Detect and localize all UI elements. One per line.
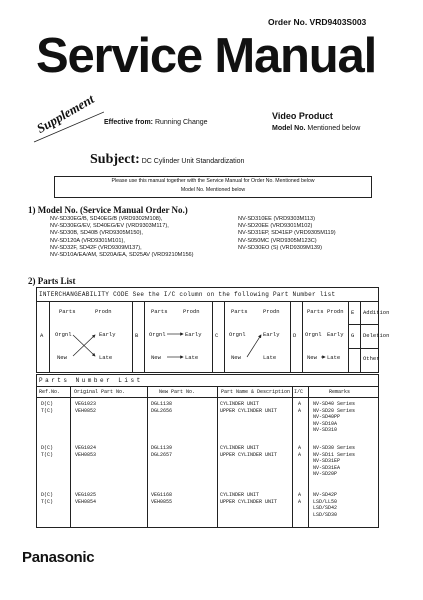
part-no-value: VEG1168	[151, 492, 173, 498]
notice-line-1: Please use this manual together with the Service Manual for Order No. Mentioned below	[111, 178, 315, 184]
effective-from	[104, 119, 208, 126]
part-no-value: DGL1138	[151, 401, 173, 407]
remark-value: LSD/SD42	[313, 505, 338, 512]
remark-value: NV-SD20 Series	[313, 407, 356, 414]
ic-new: New	[307, 354, 317, 361]
col-header: New Part No.	[159, 389, 196, 395]
subject-line	[90, 152, 244, 168]
ic-value: A	[298, 401, 302, 407]
interchangeability-title: INTERCHANGEABILITY CODE See the I/C column on the following Part Number list	[39, 291, 336, 298]
notice-box	[54, 176, 372, 198]
remarks	[313, 492, 337, 518]
part-no-value: VEH0854	[75, 498, 97, 505]
description-value: CYLINDER UNIT	[220, 401, 260, 407]
subject-value: DC Cylinder Unit Standardization	[141, 158, 245, 165]
description-value: CYLINDER UNIT	[220, 445, 260, 451]
ic-other: Other	[363, 355, 380, 362]
original-part-no	[75, 492, 96, 505]
ic-value: A	[298, 451, 302, 458]
ic-new: New	[57, 354, 67, 361]
remark-value: NV-SD40 Series	[313, 401, 356, 407]
model-no-value: Mentioned below	[307, 125, 361, 132]
new-part-no	[151, 401, 172, 414]
description-value: UPPER CYLINDER UNIT	[220, 451, 278, 458]
ic-value: A	[298, 498, 302, 505]
ref-no	[41, 401, 53, 414]
new-part-no	[151, 492, 172, 505]
ic-addition: Addition	[363, 309, 390, 316]
remark-value: NV-SD42P	[313, 492, 338, 498]
section-heading-parts: 2) Parts List	[28, 276, 76, 286]
original-part-no	[75, 445, 96, 458]
col-header: Original Part No.	[74, 389, 126, 395]
description-value: UPPER CYLINDER UNIT	[220, 407, 278, 414]
ic-early: Early	[327, 331, 344, 338]
ic-early: Early	[99, 331, 116, 338]
ic-letter: A	[40, 332, 44, 339]
remark-value: NV-SD30 Series	[313, 445, 356, 451]
ic-late: Late	[263, 354, 277, 361]
part-description	[220, 445, 277, 458]
ref-no	[41, 445, 53, 458]
ic-prodn: Prodn	[263, 308, 280, 315]
supplement-label: Supplement	[34, 91, 97, 136]
ic-new: New	[151, 354, 161, 361]
ic-late: Late	[99, 354, 113, 361]
model-entry: NV-SD30B, SD40B (VRD9305M150),	[50, 230, 143, 237]
order-number: Order No. VRD9403S003	[268, 17, 367, 27]
original-part-no	[75, 401, 96, 414]
model-entry: NV-SD30EO (S) (VRD9309M139)	[238, 244, 322, 251]
model-entry: NV-SD32F, SD42F (VRD9309M137),	[50, 244, 142, 251]
ic-deletion: Deletion	[363, 332, 390, 339]
part-no-value: DGL2657	[151, 451, 173, 458]
description-value: CYLINDER UNIT	[220, 492, 260, 498]
model-entry: NV-SD31EP, SD41EP (VRD9305M119)	[238, 230, 336, 237]
ic-prodn: Prodn	[327, 308, 344, 315]
model-list-right	[238, 216, 336, 252]
col-header: Remarks	[329, 389, 351, 395]
remark-value: NV-SD310	[313, 427, 338, 434]
ic-new: New	[231, 354, 241, 361]
remark-value: NV-SD20P	[313, 471, 338, 478]
ref-no-value: T(C)	[41, 498, 54, 505]
remark-value: NV-SD40PP	[313, 414, 341, 421]
section-heading-models: 1) Model No. (Service Manual Order No.)	[28, 205, 188, 215]
part-no-value: VEG1023	[75, 401, 97, 407]
model-list-left	[50, 216, 194, 259]
part-no-value: VEH0852	[75, 407, 97, 414]
ref-no-value: T(C)	[41, 407, 54, 414]
col-header: Part Name & Description	[221, 389, 291, 395]
ic-value: A	[298, 407, 302, 414]
page-title: Service Manual	[36, 29, 376, 83]
product-type: Video Product	[272, 111, 333, 121]
new-part-no	[151, 445, 172, 458]
model-entry: NV-SD10A/EA/AM, SD20A/EA, SD25AV (VRD9210M156)	[50, 252, 194, 259]
ic-code	[298, 401, 301, 414]
ic-early: Early	[263, 331, 280, 338]
ic-prodn: Prodn	[95, 308, 112, 315]
ic-letter: G	[351, 332, 355, 339]
parts-list-title: Parts Number List	[39, 377, 143, 384]
ic-value: A	[298, 445, 302, 451]
ic-code	[298, 492, 301, 505]
model-number-line	[272, 125, 360, 132]
part-no-value: VEG1024	[75, 445, 97, 451]
remark-value: LSD/LL50	[313, 498, 338, 505]
remark-value: NV-SD31EA	[313, 464, 341, 471]
part-description	[220, 492, 277, 505]
ic-late: Late	[185, 354, 199, 361]
remark-value: NV-SD31EP	[313, 458, 341, 465]
col-header: I/C	[294, 389, 304, 395]
ref-no-value: D(C)	[41, 445, 54, 451]
interchange-arrows	[49, 301, 349, 372]
ref-no-value: T(C)	[41, 451, 54, 458]
ic-parts: Parts	[151, 308, 168, 315]
remarks	[313, 401, 355, 434]
ic-parts: Parts	[307, 308, 324, 315]
ic-letter: B	[135, 332, 139, 339]
notice-line-2: Model No. Mentioned below	[180, 187, 246, 193]
remark-value: NV-SD11 Series	[313, 451, 356, 458]
ic-letter: E	[351, 309, 355, 316]
model-entry: NV-SD30EG/B, SD40EG/B (VRD9302M108),	[50, 216, 163, 222]
ic-orgnl: Orgnl	[229, 331, 246, 338]
model-no-label: Model No.	[272, 125, 306, 132]
interchangeability-table	[36, 287, 390, 373]
effective-label: Effective from:	[104, 119, 154, 126]
parts-number-table	[36, 374, 379, 528]
ref-no	[41, 492, 53, 505]
remark-value: NV-SD10A	[313, 420, 338, 427]
ic-parts: Parts	[59, 308, 76, 315]
ic-code	[298, 445, 301, 458]
part-description	[220, 401, 277, 414]
remarks	[313, 445, 355, 478]
ic-orgnl: Orgnl	[55, 331, 72, 338]
ic-value: A	[298, 492, 302, 498]
remark-value: LSD/SD30	[313, 511, 338, 518]
ic-orgnl: Orgnl	[149, 331, 166, 338]
col-header: Ref.No.	[39, 389, 61, 395]
ic-early: Early	[185, 331, 202, 338]
ic-prodn: Prodn	[183, 308, 200, 315]
ref-no-value: D(C)	[41, 492, 54, 498]
model-entry: NV-S050MC (VRD9305M123C)	[238, 237, 317, 244]
description-value: UPPER CYLINDER UNIT	[220, 498, 278, 505]
model-entry: NV-SD120A (VRD9301M101),	[50, 237, 125, 244]
effective-value: Running Change	[154, 119, 208, 126]
part-no-value: DGL2656	[151, 407, 173, 414]
ic-letter: C	[215, 332, 219, 339]
model-entry: NV-SD20EE (VRD9301M102)	[238, 223, 313, 230]
subject-label: Subject:	[90, 152, 140, 167]
part-no-value: DGL1139	[151, 445, 173, 451]
part-no-value: VEG1025	[75, 492, 97, 498]
part-no-value: VEH0853	[75, 451, 97, 458]
part-no-value: VEH0855	[151, 498, 173, 505]
ic-parts: Parts	[231, 308, 248, 315]
brand-logo: Panasonic	[22, 549, 95, 566]
ic-late: Late	[327, 354, 341, 361]
ic-orgnl: Orgnl	[305, 331, 322, 338]
ref-no-value: D(C)	[41, 401, 54, 407]
model-entry: NV-SD310EE (VRD9303M113)	[238, 216, 316, 222]
model-entry: NV-SD30EG/EV, SD40EG/EV (VRD9303M117),	[50, 223, 169, 230]
ic-letter: D	[293, 332, 297, 339]
